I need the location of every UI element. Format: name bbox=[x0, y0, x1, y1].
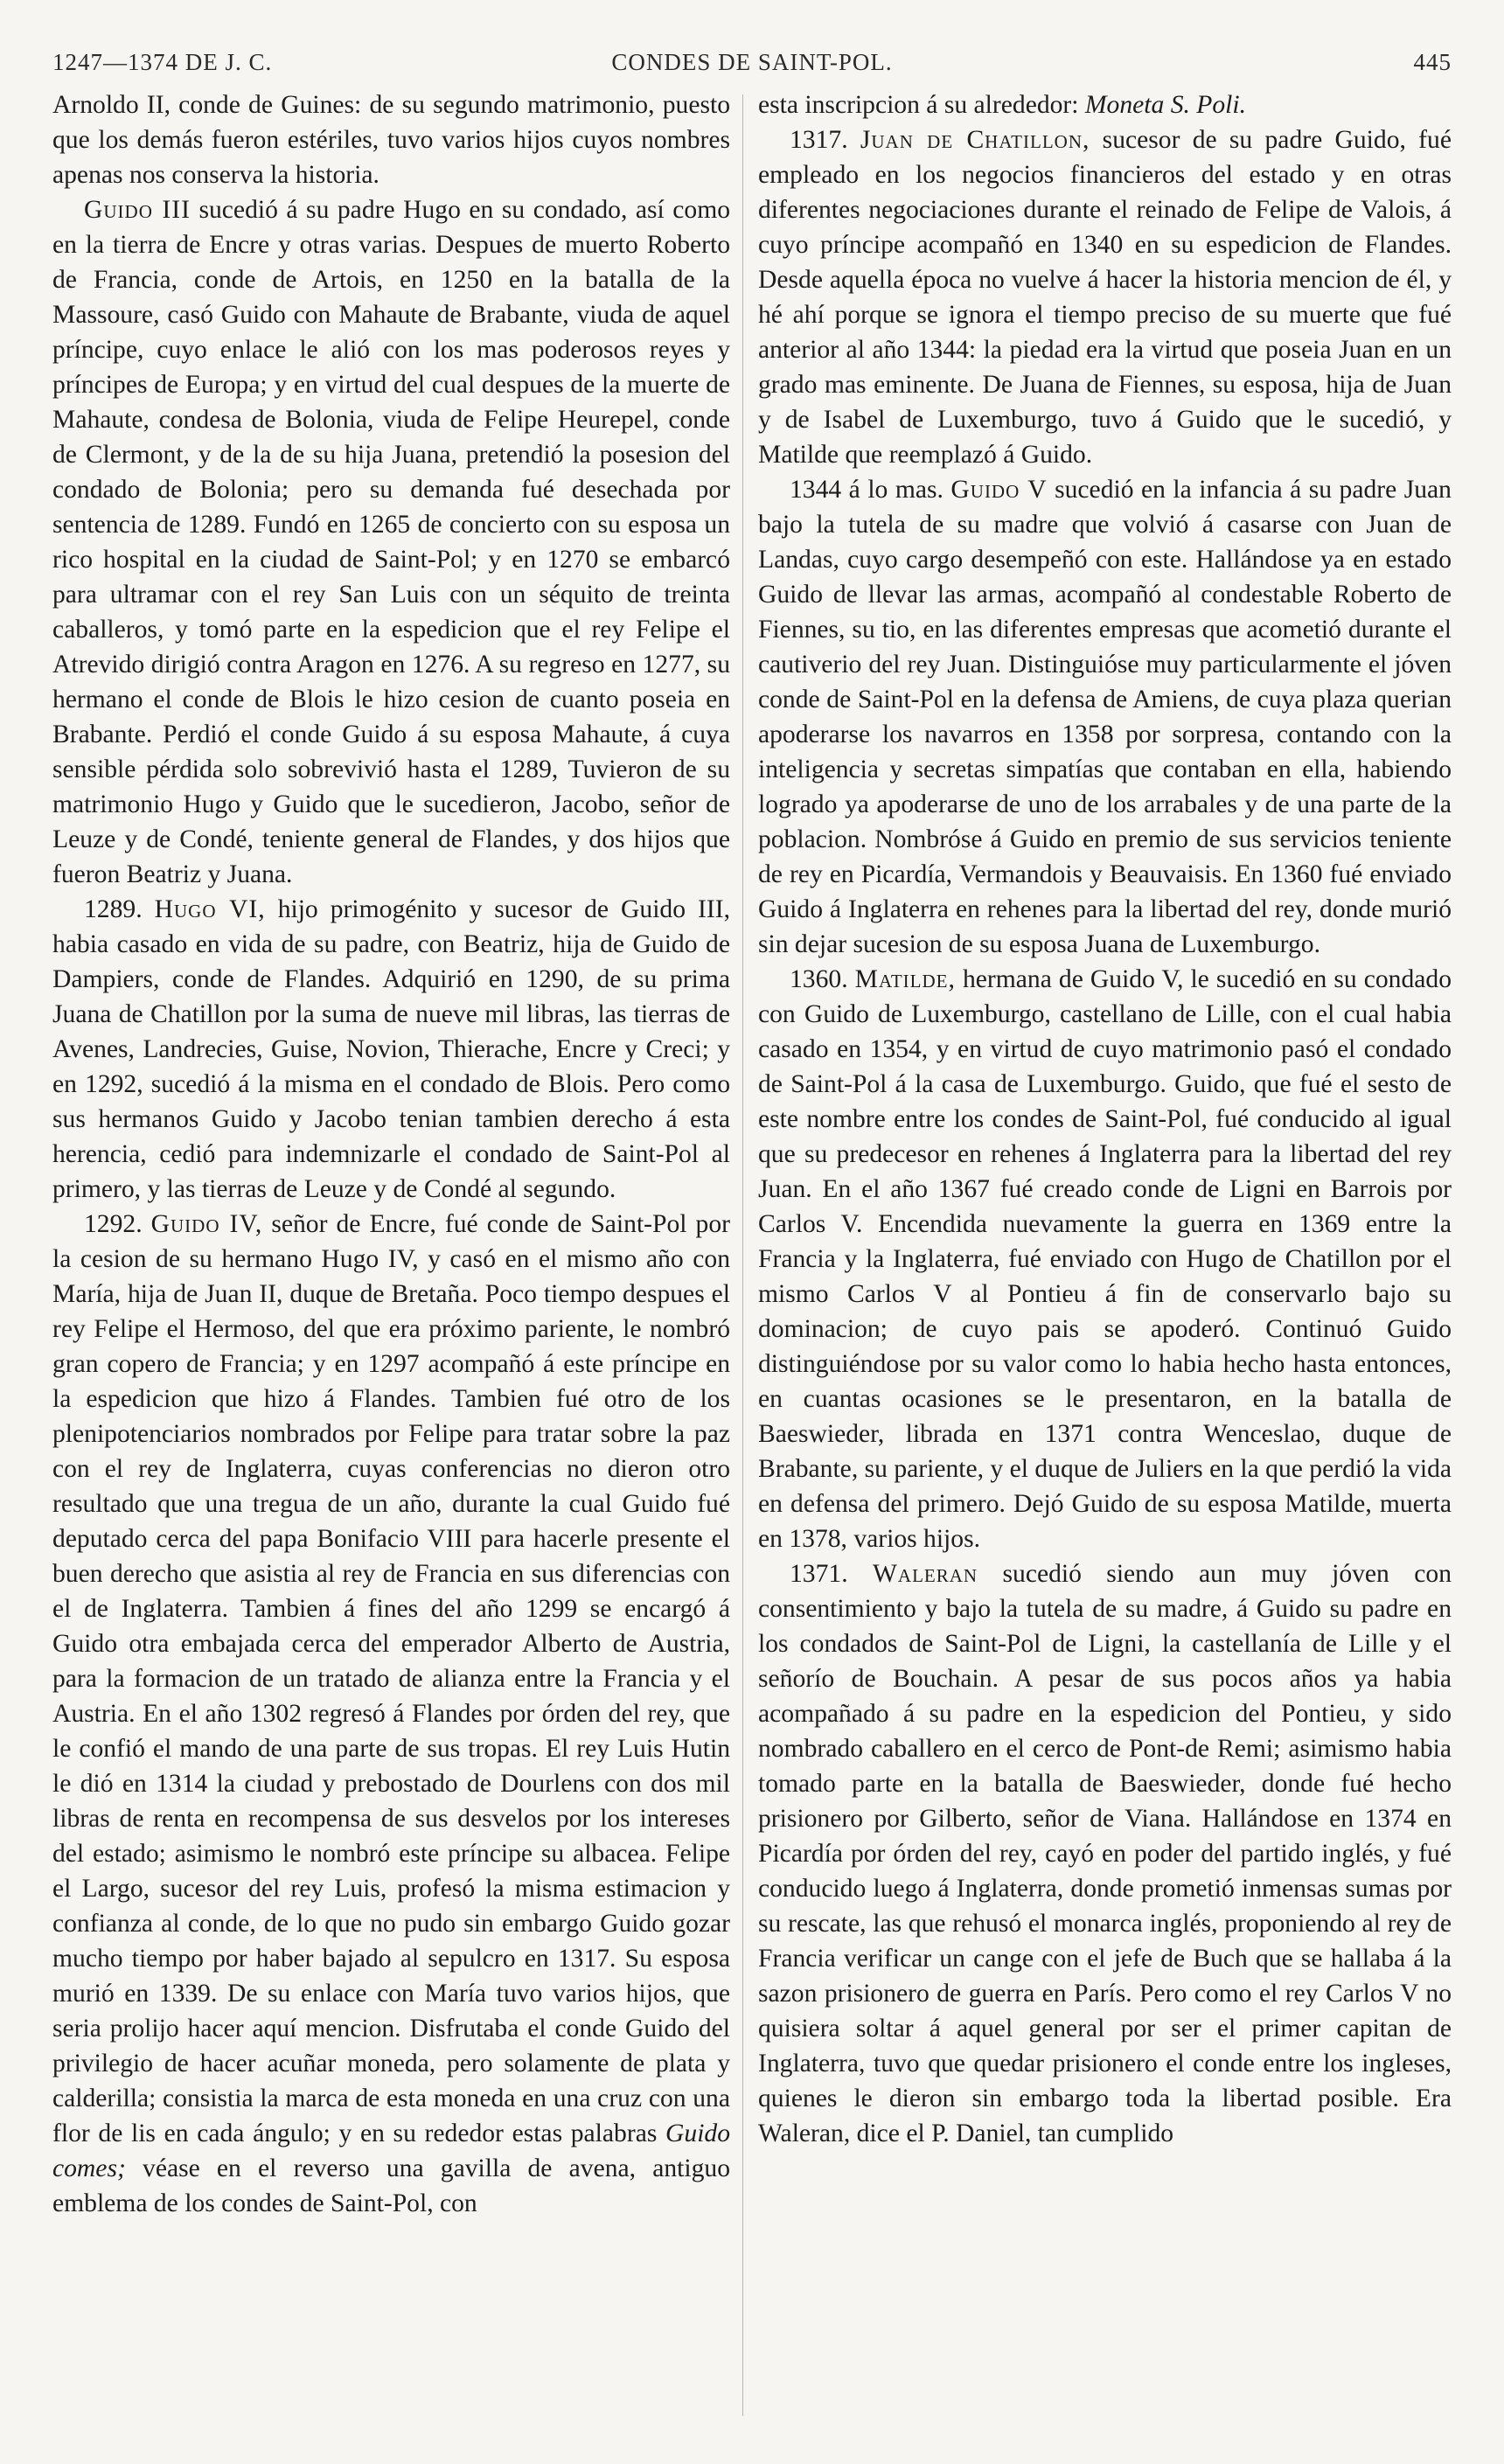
paragraph-matilde: 1360. Matilde, hermana de Guido V, le sucedió en su condado con Guido de Luxemburgo, castellano de Lille, con el cual habia casado en 1354, y en virtud de cuyo matrimonio pasó el condado de Saint-Pol á la casa de Luxemburgo. Guido, que fué el sesto de este nombre entre los condes de Saint-Pol, fué conducido al igual que su predecesor en rehenes á Inglaterra para la libertad del rey Juan. En el año 1367 fué creado conde de Ligni en Barrois por Carlos V. Encendida nuevamente la guerra en 1369 entre la Francia y la Inglaterra, fué enviado con Hugo de Chatillon por el mismo Carlos V al Pontieu á fin de conservarlo bajo su dominacion; de cuyo pais se apoderó. Continuó Guido distinguiéndose por su valor como lo habia hecho hasta entonces, en cuantas ocasiones se le presentaron, en la batalla de Baeswieder, librada en 1371 contra Wenceslao, duque de Brabante, su pariente, y el duque de Juliers en la que perdió la vida en defensa del primero. Dejó Guido de su esposa Matilde, muerta en 1378, varios hijos. bbox=[758, 965, 1452, 1553]
right-column bbox=[758, 87, 1452, 2422]
entry-year: 1317. bbox=[790, 126, 848, 154]
entry-name: Guido III bbox=[84, 196, 191, 224]
entry-name: Hugo VI, bbox=[154, 895, 266, 923]
column-divider bbox=[742, 94, 743, 2416]
paragraph-continuation: esta inscripcion á su alrededor: Moneta S. Poli. bbox=[758, 91, 1247, 119]
paragraph-guido-iii: Guido III sucedió á su padre Hugo en su condado, así como en la tierra de Encre y otras varias. Despues de muerto Roberto de Francia, conde de Artois, en 1250 en la batalla de la Massoure, casó Guido con Mahaute de Brabante, viuda de aquel príncipe, cuyo enlace le alió con los mas poderosos reyes y príncipes de Europa; y en virtud del cual despues de la muerte de Mahaute, condesa de Bolonia, viuda de Felipe Heurepel, conde de Clermont, y de la de su hija Juana, pretendió la posesion del condado de Bolonia; pero su demanda fué desechada por sentencia de 1289. Fundó en 1265 de concierto con su esposa un rico hospital en la ciudad de Saint-Pol; y en 1270 se embarcó para ultramar con el rey San Luis con un séquito de treinta caballeros, y tomó parte en la espedicion que el rey Felipe el Atrevido dirigió contra Aragon en 1276. A su regreso en 1277, su hermano el conde de Blois le hizo cesion de cuanto poseia en Brabante. Perdió el conde Guido á su esposa Mahaute, á cuya sensible pérdida solo sobrevivió hasta el 1289, Tuvieron de su matrimonio Hugo y Guido que le sucedieron, Jacobo, señor de Leuze y de Condé, teniente general de Flandes, y dos hijos que fueron Beatriz y Juana. bbox=[52, 196, 730, 888]
paragraph-hugo-vi: 1289. Hugo VI, hijo primogénito y sucesor de Guido III, habia casado en vida de su padre, con Beatriz, hija de Guido de Dampiers, conde de Flandes. Adquirió en 1290, de su prima Juana de Chatillon por la suma de nueve mil libras, las tierras de Avenes, Landrecies, Guise, Novion, Thierache, Encre y Creci; y en 1292, sucedió á la misma en el condado de Blois. Pero como sus hermanos Guido y Jacobo tenian tambien derecho á esta herencia, cedió para indemnizarle el condado de Saint-Pol al primero, y las tierras de Leuze y de Condé al segundo. bbox=[52, 895, 730, 1203]
page-number: 445 bbox=[1413, 49, 1452, 75]
entry-name: Waleran bbox=[873, 1560, 978, 1588]
entry-year: 1289. bbox=[84, 895, 143, 923]
entry-year: 1371. bbox=[790, 1560, 848, 1588]
coin-inscription: Guido comes; bbox=[52, 2119, 730, 2182]
paragraph-juan-de-chatillon: 1317. Juan de Chatillon, sucesor de su padre Guido, fué empleado en los negocios financieros del estado y en otras diferentes negociaciones durante el reinado de Felipe de Valois, á cuyo príncipe acompañó en 1340 en su espedicion de Flandes. Desde aquella época no vuelve á hacer la historia mencion de él, y hé ahí porque se ignora el tiempo preciso de su muerte que fué anterior al año 1344: la piedad era la virtud que poseia Juan en un grado mas eminente. De Juana de Fiennes, su esposa, hija de Juan y de Isabel de Luxemburgo, tuvo á Guido que le sucedió, y Matilde que reemplazó á Guido. bbox=[758, 126, 1452, 469]
header-title: CONDES DE SAINT-POL. bbox=[611, 49, 893, 75]
entry-year: 1360. bbox=[790, 965, 848, 993]
entry-year: 1344 á lo mas. bbox=[790, 476, 943, 504]
entry-name: Juan de Chatillon, bbox=[860, 126, 1090, 154]
header-date-range: 1247—1374 DE J. C. bbox=[52, 49, 273, 75]
paragraph-guido-v: 1344 á lo mas. Guido V sucedió en la infancia á su padre Juan bajo la tutela de su madre que volvió á casarse con Juan de Landas, cuyo cargo desempeñó con este. Hallándose ya en estado Guido de llevar las armas, acompañó al condestable Roberto de Fiennes, su tio, en las diferentes empresas que acometió durante el cautiverio del rey Juan. Distinguióse muy particularmente el jóven conde de Saint-Pol en la defensa de Amiens, de cuya plaza querian apoderarse los navarros en 1358 por sorpresa, contando con la inteligencia y secretas simpatías que contaban en ella, habiendo logrado ya apoderarse de uno de los arrabales y de una parte de la poblacion. Nombróse á Guido en premio de sus servicios teniente de rey en Picardía, Vermandois y Beauvaisis. En 1360 fué enviado Guido á Inglaterra en rehenes para la libertad del rey, donde murió sin dejar sucesion de su esposa Juana de Luxemburgo. bbox=[758, 476, 1452, 958]
left-column bbox=[52, 87, 730, 2422]
paragraph-waleran: 1371. Waleran sucedió siendo aun muy jóven con consentimiento y bajo la tutela de su madre, á Guido su padre en los condados de Saint-Pol de Ligni, la castellanía de Lille y el señorío de Bouchain. A pesar de sus pocos años ya habia acompañado á su padre en la espedicion del Pontieu, y sido nombrado caballero en el cerco de Pont-de Remi; asimismo habia tomado parte en la batalla de Baeswieder, donde fué hecho prisionero por Gilberto, señor de Viana. Hallándose en 1374 en Picardía por órden del rey, cayó en poder del partido inglés, y fué conducido luego á Inglaterra, donde prometió inmensas sumas por su rescate, las que rehusó el monarca inglés, proponiendo al rey de Francia verificar un cange con el jefe de Buch que se hallaba á la sazon prisionero de guerra en París. Pero como el rey Carlos V no quisiera soltar á aquel general por ser el primer capitan de Inglaterra, tuvo que quedar prisionero el conde entre los ingleses, quienes le dieron sin embargo toda la libertad posible. Era Waleran, dice el P. Daniel, tan cumplido bbox=[758, 1560, 1452, 2147]
running-header bbox=[52, 49, 1452, 84]
paragraph-arnoldo: Arnoldo II, conde de Guines: de su segundo matrimonio, puesto que los demás fueron estériles, tuvo varios hijos cuyos nombres apenas nos conserva la historia. bbox=[52, 91, 730, 189]
entry-name: Matilde, bbox=[854, 965, 956, 993]
paragraph-guido-iv: 1292. Guido IV, señor de Encre, fué conde de Saint-Pol por la cesion de su hermano Hugo IV, y casó en el mismo año con María, hija de Juan II, duque de Bretaña. Poco tiempo despues el rey Felipe el Hermoso, del que era próximo pariente, le nombró gran copero de Francia; y en 1297 acompañó á este príncipe en la espedicion que hizo á Flandes. Tambien fué otro de los plenipotenciarios nombrados por Felipe para tratar sobre la paz con el rey de Inglaterra, cuyas conferencias no dieron otro resultado que una tregua de un año, durante la cual Guido fué deputado cerca del papa Bonifacio VIII para hacerle presente el buen derecho que asistia al rey de Francia en sus diferencias con el de Inglaterra. Tambien á fines del año 1299 se encargó á Guido otra embajada cerca del emperador Alberto de Austria, para la formacion de un tratado de alianza entre la Francia y el Austria. En el año 1302 regresó á Flandes por órden del rey, que le confió el mando de una parte de sus tropas. El rey Luis Hutin le dió en 1314 la ciudad y prebostado de Dourlens con dos mil libras de renta en recompensa de sus desvelos por los intereses del estado; asimismo le nombró este príncipe su albacea. Felipe el Largo, sucesor del rey Luis, profesó la misma estimacion y confianza al conde, de lo que no pudo sin embargo Guido gozar mucho tiempo por haber bajado al sepulcro en 1317. Su esposa murió en 1339. De su enlace con María tuvo varios hijos, que seria prolijo hacer aquí mencion. Disfrutaba el conde Guido del privilegio de hacer acuñar moneda, pero solamente de plata y calderilla; consistia la marca de esta moneda en una cruz con una flor de lis en cada ángulo; y en su rededor estas palabras Guido comes; véase en el reverso una gavilla de avena, antiguo emblema de los condes de Saint-Pol, con bbox=[52, 1210, 730, 2217]
entry-name: Guido V bbox=[950, 476, 1048, 504]
coin-legend: Moneta S. Poli. bbox=[1084, 91, 1247, 119]
entry-year: 1292. bbox=[84, 1210, 143, 1238]
entry-name: Guido IV, bbox=[150, 1210, 263, 1238]
